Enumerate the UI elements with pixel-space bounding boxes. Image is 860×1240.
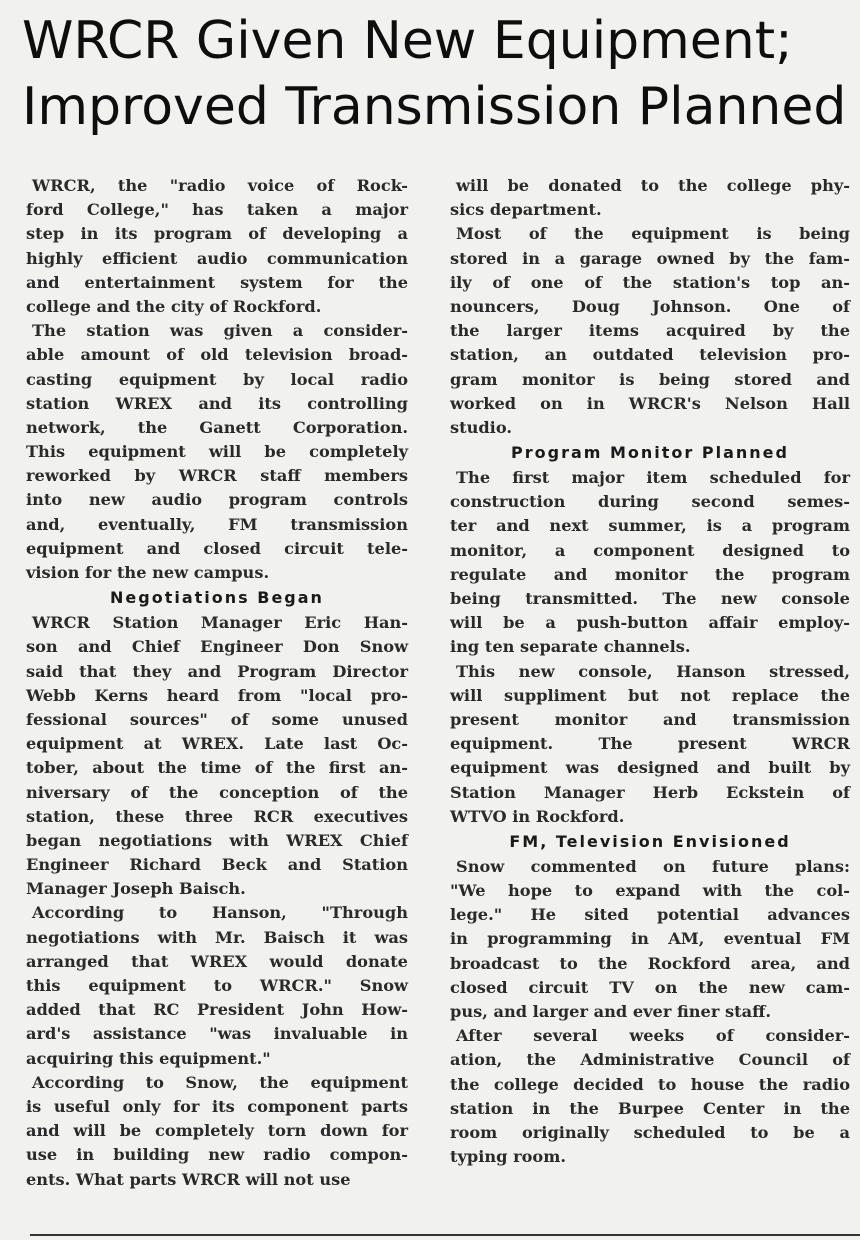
text-line: the larger items acquired by the — [450, 321, 850, 341]
text-line: casting equipment by local radio — [26, 369, 408, 389]
text-line: lege." He sited potential advances — [450, 905, 850, 925]
text-line: equipment at WREX. Late last Oc- — [26, 734, 408, 754]
text-line: ing ten separate channels. — [450, 637, 691, 657]
text-line: According to Hanson, "Through — [32, 903, 408, 923]
paragraph — [450, 1024, 850, 1169]
text-line: station WREX and its controlling — [26, 393, 408, 413]
headline-line-1: WRCR Given New Equipment; — [22, 11, 793, 71]
text-line: added that RC President John How- — [26, 1000, 408, 1020]
text-line: regulate and monitor the program — [450, 564, 850, 584]
text-line: WRCR Station Manager Eric Han- — [32, 613, 408, 633]
text-line: Manager Joseph Baisch. — [26, 879, 246, 899]
text-line: present monitor and transmission — [450, 709, 850, 729]
text-line: able amount of old television broad- — [26, 345, 408, 365]
text-line: station, an outdated television pro- — [450, 345, 850, 365]
text-line: Webb Kerns heard from "local pro- — [26, 685, 408, 705]
text-line: use in building new radio compon- — [26, 1145, 408, 1165]
text-line: will be a push-button affair employ- — [450, 613, 850, 633]
right-column — [450, 174, 850, 1169]
text-line: and will be completely torn down for — [26, 1121, 408, 1141]
text-line: highly efficient audio communication — [26, 248, 408, 268]
text-line: is useful only for its component parts — [26, 1096, 408, 1116]
text-line: said that they and Program Director — [26, 661, 408, 681]
paragraph — [450, 466, 850, 660]
section-subhead: Program Monitor Planned — [511, 443, 789, 463]
text-line: station in the Burpee Center in the — [450, 1098, 850, 1118]
text-line: acquiring this equipment." — [26, 1048, 271, 1068]
paragraph — [26, 174, 408, 319]
text-line: arranged that WREX would donate — [26, 951, 408, 971]
text-line: into new audio program controls — [26, 490, 408, 510]
text-line: "We hope to expand with the col- — [450, 881, 850, 901]
text-line: According to Snow, the equipment — [32, 1072, 408, 1092]
text-line: worked on in WRCR's Nelson Hall — [450, 393, 850, 413]
text-line: WRCR, the "radio voice of Rock- — [32, 176, 408, 195]
text-line: After several weeks of consider- — [456, 1026, 850, 1046]
text-line: equipment and closed circuit tele- — [26, 538, 408, 558]
paragraph — [450, 660, 850, 829]
paragraph — [26, 1071, 408, 1192]
text-line: room originally scheduled to be a — [450, 1122, 850, 1142]
text-line: WTVO in Rockford. — [450, 806, 625, 826]
text-line: nouncers, Doug Johnson. One of — [450, 296, 850, 316]
text-line: The first major item scheduled for — [456, 468, 850, 488]
text-line: will be donated to the college phy- — [456, 176, 850, 195]
headline — [22, 8, 852, 140]
text-line: Engineer Richard Beck and Station — [26, 855, 408, 875]
text-line: equipment was designed and built by — [450, 758, 850, 778]
text-line: The station was given a consider- — [32, 321, 408, 341]
text-line: ation, the Administrative Council of — [450, 1050, 850, 1070]
text-line: step in its program of developing a — [26, 224, 408, 244]
text-line: the college decided to house the radio — [450, 1074, 850, 1094]
text-line: niversary of the conception of the — [26, 782, 408, 802]
text-line: studio. — [450, 417, 512, 437]
text-line: pus, and larger and ever finer staff. — [450, 1002, 772, 1021]
text-line: equipment. The present WRCR — [450, 734, 850, 754]
paragraph — [26, 611, 408, 901]
text-line: and, eventually, FM transmission — [26, 514, 408, 534]
text-line: Snow commented on future plans: — [456, 856, 850, 876]
text-line: in programming in AM, eventual FM — [450, 929, 850, 949]
paragraph — [26, 901, 408, 1070]
bottom-rule — [30, 1234, 860, 1236]
paragraph — [26, 319, 408, 585]
text-line: vision for the new campus. — [26, 563, 270, 582]
text-line: ily of one of the station's top an- — [450, 272, 850, 292]
text-line: typing room. — [450, 1147, 566, 1167]
text-line: This equipment will be completely — [26, 442, 408, 462]
text-line: ter and next summer, is a program — [450, 516, 850, 536]
text-line: college and the city of Rockford. — [26, 296, 322, 316]
headline-line-2: Improved Transmission Planned — [22, 77, 847, 137]
text-line: ford College," has taken a major — [26, 200, 408, 220]
text-line: Station Manager Herb Eckstein of — [450, 782, 850, 802]
text-line: fessional sources" of some unused — [26, 709, 408, 729]
text-line: negotiations with Mr. Baisch it was — [26, 927, 408, 947]
text-line: will suppliment but not replace the — [450, 685, 850, 705]
paragraph — [450, 222, 850, 440]
text-line: tober, about the time of the first an- — [26, 758, 408, 778]
text-line: and entertainment system for the — [26, 272, 408, 292]
left-column — [26, 174, 408, 1192]
text-line: reworked by WRCR staff members — [26, 466, 408, 486]
text-line: network, the Ganett Corporation. — [26, 417, 408, 437]
text-line: construction during second semes- — [450, 492, 850, 512]
text-line: broadcast to the Rockford area, and — [450, 953, 850, 973]
text-line: began negotiations with WREX Chief — [26, 830, 408, 850]
paragraph — [450, 174, 850, 222]
text-line: stored in a garage owned by the fam- — [450, 248, 850, 268]
text-line: ard's assistance "was invaluable in — [26, 1024, 408, 1044]
text-line: station, these three RCR executives — [26, 806, 408, 826]
text-line: Most of the equipment is being — [456, 224, 850, 244]
text-line: this equipment to WRCR." Snow — [26, 976, 408, 995]
text-line: monitor, a component designed to — [450, 540, 850, 560]
text-line: closed circuit TV on the new cam- — [450, 977, 850, 997]
text-line: son and Chief Engineer Don Snow — [26, 637, 408, 657]
text-line: gram monitor is being stored and — [450, 369, 850, 389]
text-line: being transmitted. The new console — [450, 589, 850, 608]
section-subhead: FM, Television Envisioned — [509, 831, 791, 851]
text-line: This new console, Hanson stressed, — [456, 661, 850, 681]
section-subhead: Negotiations Began — [110, 588, 324, 608]
text-line: sics department. — [450, 200, 602, 220]
paragraph — [450, 855, 850, 1024]
text-line: ents. What parts WRCR will not use — [26, 1169, 351, 1189]
